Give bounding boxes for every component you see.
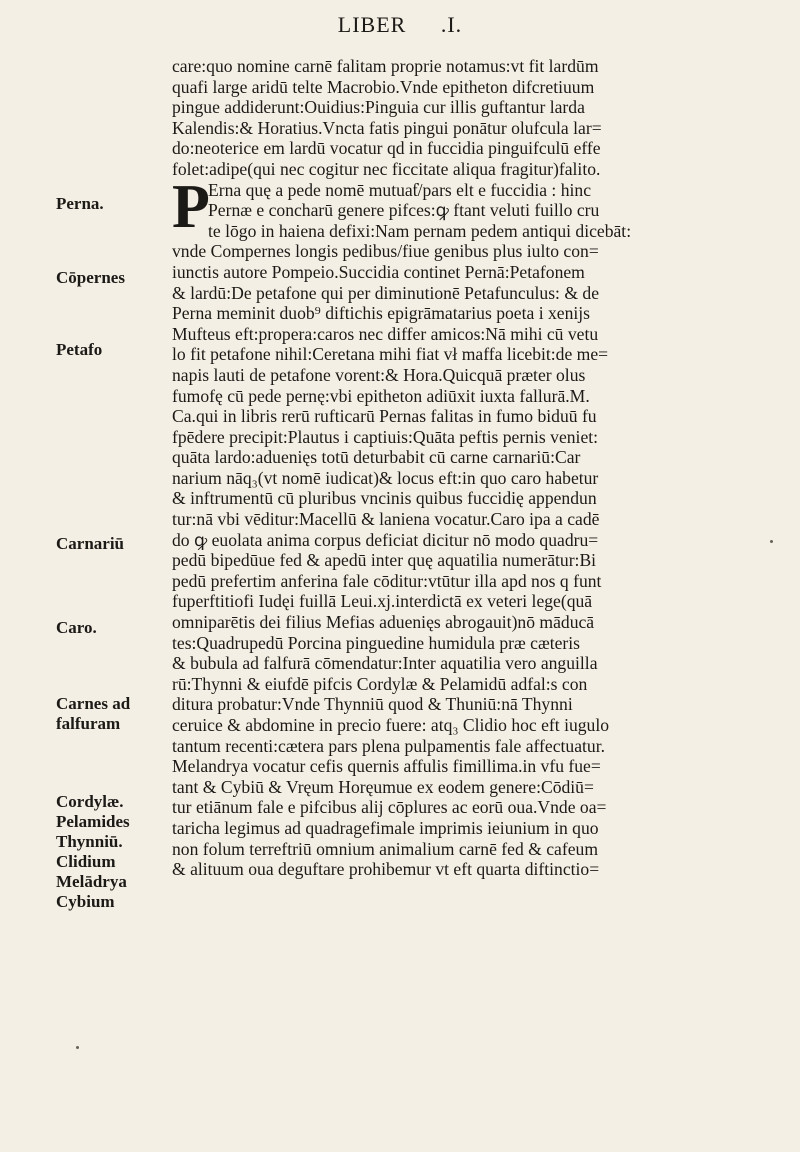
margin-note: Carnes ad <box>56 694 131 713</box>
margin-note: Cybium <box>56 892 115 911</box>
text-line: Ca.qui in libris rerū rufticarū Pernas falitas in fumo biduū fu <box>172 406 597 427</box>
margin-note: Melādrya <box>56 872 127 891</box>
ink-speck <box>76 1046 79 1049</box>
text-line: Perna meminit duob⁹ diftichis epigrāmatarius poeta i xenijs <box>172 303 591 324</box>
header-book-number: .I. <box>440 12 463 37</box>
drop-capital: P <box>172 172 210 241</box>
text-line: do:neoterice em lardū vocatur qd in fuccidia pinguifculū effe <box>172 138 601 159</box>
ink-speck <box>770 540 773 543</box>
text-line: fumofę cū pede pernę:vbi epitheton adiūxit iuxta fallurā.M. <box>172 385 590 406</box>
text-line: quafi large aridū telte Macrobio.Vnde epitheton difcretiuum <box>172 76 595 97</box>
margin-note: Cōpernes <box>56 268 125 287</box>
margin-note: falfuram <box>56 714 121 733</box>
text-line: tant & Cybiū & Vręum Horęumue ex eodem genere:Cōdiū= <box>172 776 594 797</box>
text-line: quāta lardo:aduenięs totū deturbabit cū carne carnariū:Car <box>172 447 581 468</box>
text-line: tur:nā vbi vēditur:Macellū & laniena vocatur.Caro ipa a cadē <box>172 509 600 530</box>
text-line: tantum recenti:cætera pars plena pulpamentis fale affectuatur. <box>172 735 605 756</box>
text-line: pedū prefertim anferina fale cōditur:vtūtur illa apd nos q funt <box>172 570 602 591</box>
text-line: & bubula ad falfurā cōmendatur:Inter aquatilia vero anguilla <box>172 653 598 674</box>
margin-note: Carnariū <box>56 534 124 553</box>
margin-note: Petafo <box>56 340 103 359</box>
text-line: do ꝙ euolata anima corpus deficiat dicitur nō modo quadru= <box>172 529 599 550</box>
text-line: fpēdere precipit:Plautus i captiuis:Quāta peftis pernis veniet: <box>172 426 599 447</box>
margin-note: Cordylæ. <box>56 792 124 811</box>
text-line: & alituum oua deguftare prohibemur vt eft quarta diftinctio= <box>172 859 600 880</box>
text-line: & lardū:De petafone qui per diminutionē Petafunculus: & de <box>172 282 600 303</box>
margin-note: Caro. <box>56 618 97 637</box>
text-line: pingue addiderunt:Ouidius:Pinguia cur illis guftantur larda <box>172 97 585 118</box>
text-line: napis lauti de petafone vorent:& Hora.Quicquā præter olus <box>172 364 586 385</box>
margin-note: Pelamides <box>56 812 130 831</box>
text-line: non folum terreftriū omnium animalium carnē fed & cafeum <box>172 838 599 859</box>
margin-note: Thynniū. <box>56 832 123 851</box>
text-line: Erna quę a pede nomē mutuaƭ/pars elt e fuccidia : hinc <box>208 179 591 200</box>
header-title: LIBER <box>337 12 407 37</box>
text-line: lo fit petafone nihil:Ceretana mihi fiat vł maffa licebit:de me= <box>172 344 609 365</box>
margin-note: Perna. <box>56 194 104 213</box>
text-line: pedū bipedūue fed & apedū inter quę aquatilia numerātur:Bi <box>172 550 597 571</box>
text-line: iunctis autore Pompeio.Succidia continet Pernā:Petafonem <box>172 261 585 282</box>
running-header <box>0 12 800 38</box>
margin-note: Clidium <box>56 852 116 871</box>
text-line: Mufteus eft:propera:caros nec differ amicos:Nā mihi cū vetu <box>172 323 599 344</box>
text-line: omniparētis dei filius Mefias aduenięs abrogauit)nō māducā <box>172 612 595 633</box>
text-line: vnde Compernes longis pedibus/fiue genibus plus iulto con= <box>172 241 599 262</box>
text-line: tur etiānum fale e pifcibus alij cōplures ac eorū oua.Vnde oa= <box>172 797 607 818</box>
main-text-block <box>172 56 744 880</box>
text-line: ditura probatur:Vnde Thynniū quod & Thuniū:nā Thynni <box>172 694 573 715</box>
text-line: folet:adipe(qui nec cogitur nec ficcitate aliqua fragitur)falito. <box>172 158 601 179</box>
text-line: tes:Quadrupedū Porcina pinguedine humidula præ cæteris <box>172 632 580 653</box>
text-line: Kalendis:& Horatius.Vncta fatis pingui ponātur olufcula lar= <box>172 117 602 138</box>
text-line: te lōgo in haiena defixi:Nam pernam pedem antiqui dicebāt: <box>208 220 632 241</box>
text-line: ceruice & abdomine in precio fuere: atq₃ Clidio hoc eft iugulo <box>172 715 610 735</box>
text-line: rū:Thynni & eiufdē pifcis Cordylæ & Pelamidū adfal:s con <box>172 673 588 694</box>
text-line: narium nāq₃(vt nomē iudicat)& locus eft:in quo caro habetur <box>172 467 599 488</box>
text-line: fuperftitiofi Iudęi fuillā Leui.xj.interdictā ex veteri lege(quā <box>172 591 593 612</box>
text-line: Melandrya vocatur cefis quernis affulis fimillima.in vfu fue= <box>172 756 601 777</box>
text-line: care:quo nomine carnē falitam proprie notamus:vt fit lardūm <box>172 56 599 76</box>
text-line: Pernæ e concharū genere pifces:ꝙ ftant veluti fuillo cru <box>208 200 600 221</box>
text-line: & inftrumentū cū pluribus vncinis quibus fuccidię appendun <box>172 488 597 509</box>
text-line: taricha legimus ad quadragefimale imprimis ieiunium in quo <box>172 817 599 838</box>
